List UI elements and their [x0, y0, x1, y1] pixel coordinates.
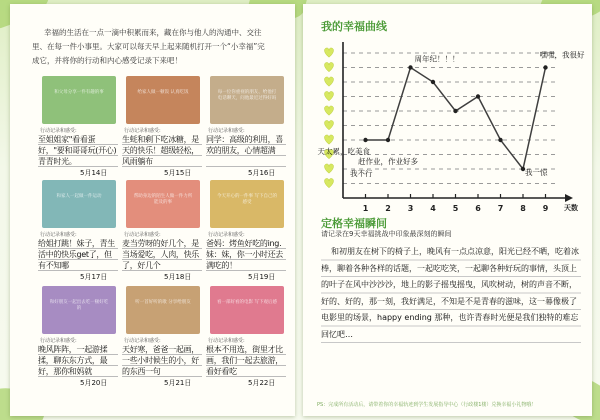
writing-line [122, 248, 202, 249]
happiness-card[interactable]: 帮助身边的陌生人做一件力所能及的事 [126, 180, 200, 228]
happiness-card[interactable]: 和父母分享一件有趣的事 [42, 76, 116, 124]
entry-text: 至姐姐家"看看蛋好，"要和哥哥玩(开心)青青时光。 [38, 135, 117, 166]
x-tick-label: 8 [520, 204, 526, 213]
curve-annotation: 我一惊 [525, 168, 548, 177]
heart-icon [325, 77, 334, 86]
entry-text: 根本不用选，街里才比画，我们一起去旅游，看好看吃 [206, 345, 283, 376]
writing-line [206, 365, 286, 366]
moment-title: 定格幸福瞬间 [321, 217, 387, 230]
curve-annotation: 赶作业，作业好多 [358, 157, 418, 166]
curve-annotation: 我不行 [350, 169, 373, 178]
writing-line [122, 166, 202, 167]
writing-line [206, 376, 286, 377]
entry-text: 天好寒，爸爸一起画，一些小时候生的小，好的东西一句 [122, 345, 199, 376]
x-tick-label: 3 [407, 204, 414, 213]
writing-line [38, 354, 118, 355]
heart-icon [325, 135, 334, 144]
heart-icon [325, 164, 334, 173]
writing-line [38, 259, 118, 260]
writing-line [122, 365, 202, 366]
writing-line [206, 248, 286, 249]
x-tick-label: 9 [542, 204, 549, 213]
writing-line [206, 270, 286, 271]
entry-text: 晚风阵阵，一起游揉揉，聊东东方式，最好，那你和妈就 [38, 345, 108, 376]
entry-date: 5月14日 [80, 169, 108, 177]
writing-line [38, 376, 118, 377]
writing-line [122, 144, 202, 145]
record-label: 行动记录和感受: [208, 128, 245, 134]
entry-date: 5月19日 [248, 273, 276, 281]
moment-paragraph: 和初朋友在树下的椅子上，晚风有一点点凉意，阳光已经不晒，吃着冰棒，聊着各种各样的话题，一起吃吃笑，一起聊各种好玩的事情，头顶上的叶子在风中沙沙沙，地上的影子摇曳摇曳，风吹树动，树的声音不断，好的、好的，那一刻，我好满足，不知是不是青春的滋味，这一幕像极了电影里的场景，happy ending 那种，也许青春时光便是我们独特的难忘回忆吧… [321, 244, 581, 343]
happiness-card[interactable]: 给家人做一顿饭 认真吃饭 [126, 76, 200, 124]
curve-annotation: 嘿嘿，我很好 [539, 50, 585, 60]
data-point [386, 138, 390, 142]
happiness-card[interactable]: 听一首好听的歌 分享给朋友 [126, 286, 200, 334]
curve-annotation: 天太累，吃美食 [317, 147, 370, 156]
moment-subtitle: 请记录在9天幸福挑战中印象最深刻的瞬间 [321, 230, 452, 238]
heart-icon [325, 120, 334, 129]
heart-icon [325, 48, 334, 57]
data-point [408, 65, 412, 69]
x-tick-label: 5 [452, 204, 459, 213]
x-tick-label: 7 [497, 204, 504, 213]
x-axis-label: 天数 [564, 204, 578, 212]
heart-icon [325, 106, 334, 115]
writing-line [122, 354, 202, 355]
happiness-line [366, 68, 546, 170]
writing-line [38, 166, 118, 167]
data-point [498, 138, 502, 142]
record-label: 行动记录和感受: [124, 128, 161, 134]
writing-line [206, 166, 286, 167]
writing-line [122, 270, 202, 271]
entry-date: 5月15日 [164, 169, 192, 177]
data-point [543, 65, 547, 69]
writing-line [206, 354, 286, 355]
writing-line [38, 155, 118, 156]
right-page [303, 4, 592, 416]
happiness-card[interactable]: 看一部好看的电影 写下观后感 [210, 286, 284, 334]
writing-line [206, 259, 286, 260]
entry-text: 爸妈：烤鱼好吃的ing. 妹：妹，你一小时还去满吃的！ [206, 239, 283, 270]
writing-line [206, 155, 286, 156]
entry-date: 5月18日 [164, 273, 192, 281]
entry-text: 给姐打跳！妹子，青生活中的快乐get了，但有不知哪 [38, 239, 115, 270]
record-label: 行动记录和感受: [208, 232, 245, 238]
data-point [363, 138, 367, 142]
heart-icon [325, 91, 334, 100]
x-tick-label: 4 [430, 204, 436, 213]
writing-line [122, 155, 202, 156]
happiness-card[interactable]: 每一位你重视的朋友、给他打电话聊天，问他最近过得好吗 [210, 76, 284, 124]
writing-line [38, 248, 118, 249]
entry-text: 生蚝和剩下吃冰糖，是天的快乐！超级轻松，风雨躺布 [122, 135, 199, 166]
data-point [476, 94, 480, 98]
x-tick-label: 2 [385, 204, 391, 213]
data-point [453, 109, 457, 113]
happiness-card[interactable]: 今天开心的一件事 写下自己的感受 [210, 180, 284, 228]
heart-icon [325, 178, 334, 187]
writing-line [122, 376, 202, 377]
writing-line [122, 259, 202, 260]
writing-line [38, 270, 118, 271]
happiness-card[interactable]: 和家人一起做一件运动 [42, 180, 116, 228]
entry-date: 5月21日 [164, 379, 192, 387]
intro-text: 幸福的生活在一点一滴中积累而来，藏在你与他人的沟通中、交往里、在每一件小事里。大家可以每天早上起来随机打开一个“小幸福”完成它，并将你的行动和内心感受记录下来吧！ [32, 28, 265, 65]
entry-date: 5月16日 [248, 169, 276, 177]
record-label: 行动记录和感受: [40, 338, 77, 344]
curve-title: 我的幸福曲线 [321, 20, 387, 33]
record-label: 行动记录和感受: [40, 128, 77, 134]
happiness-curve-chart [303, 30, 592, 230]
entry-date: 5月20日 [80, 379, 108, 387]
x-tick-label: 6 [475, 204, 481, 213]
x-tick-label: 1 [362, 204, 369, 213]
entry-text: 同学：高级的利用，喜欢的朋友，心情超满 [206, 135, 283, 155]
entry-date: 5月17日 [80, 273, 108, 281]
record-label: 行动记录和感受: [124, 338, 161, 344]
x-axis-arrow [565, 194, 573, 202]
entry-date: 5月22日 [248, 379, 276, 387]
left-page [10, 4, 295, 416]
writing-line [38, 144, 118, 145]
ps-note: PS：完成所有活动后，请带着你的幸福轨迹到学生发展指导中心（行政楼1楼）兑换幸福小礼物哦！ [317, 402, 537, 408]
writing-line [38, 365, 118, 366]
record-label: 行动记录和感受: [124, 232, 161, 238]
heart-icon [325, 62, 334, 71]
happiness-card[interactable]: 和好朋友一起出去吃一顿好吃的 [42, 286, 116, 334]
writing-line [206, 144, 286, 145]
record-label: 行动记录和感受: [40, 232, 77, 238]
curve-annotation: 周年纪！！！ [414, 54, 460, 64]
data-point [431, 80, 435, 84]
entry-text: 麦当劳呀的好几个，是当场爱吃，人肉，快乐了，好几个 [122, 239, 199, 270]
record-label: 行动记录和感受: [208, 338, 245, 344]
